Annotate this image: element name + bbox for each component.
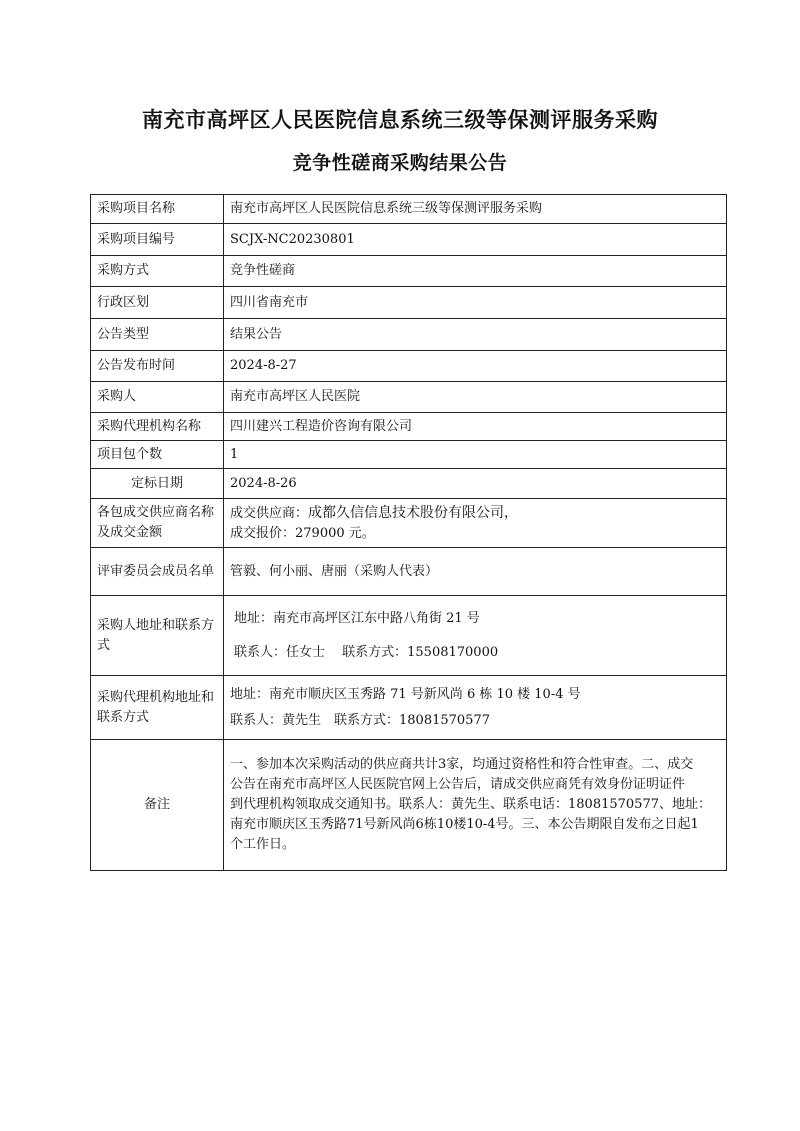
table-row bbox=[91, 224, 727, 256]
row-label: 项目包个数 bbox=[91, 441, 224, 469]
row-label: 公告类型 bbox=[91, 319, 224, 351]
award-row bbox=[91, 499, 727, 548]
purchaser-contact-label: 采购人地址和联系方式 bbox=[91, 596, 224, 676]
purchaser-contact-row bbox=[91, 596, 727, 676]
row-label: 行政区划 bbox=[91, 287, 224, 319]
award-label: 各包成交供应商名称及成交金额 bbox=[91, 499, 224, 548]
row-value: 结果公告 bbox=[224, 319, 727, 351]
award-value bbox=[224, 499, 727, 548]
award-price: 成交报价：279000 元。 bbox=[230, 525, 375, 541]
agency-contact: 联系人：黄先生 联系方式：18081570577 bbox=[230, 712, 490, 728]
row-value: 四川省南充市 bbox=[224, 287, 727, 319]
row-value: 2024-8-26 bbox=[224, 469, 727, 499]
agency-contact-row bbox=[91, 676, 727, 740]
committee-value: 管毅、何小丽、唐丽（采购人代表） bbox=[224, 548, 727, 596]
row-label: 定标日期 bbox=[91, 469, 224, 499]
table-row bbox=[91, 469, 727, 499]
row-value: 1 bbox=[224, 441, 727, 469]
table-row bbox=[91, 319, 727, 351]
table-row bbox=[91, 287, 727, 319]
row-label: 公告发布时间 bbox=[91, 351, 224, 382]
award-supplier-name: 成都久信信息技术股份有限公司， bbox=[308, 504, 519, 521]
row-value: 竞争性磋商 bbox=[224, 256, 727, 287]
notes-line: 一、参加本次采购活动的供应商共计3家，均通过资格性和符合性审查。二、成交 bbox=[230, 757, 694, 772]
row-value: 2024-8-27 bbox=[224, 351, 727, 382]
table-row bbox=[91, 413, 727, 441]
table-row bbox=[91, 351, 727, 382]
row-label: 采购方式 bbox=[91, 256, 224, 287]
notes-line: 到代理机构领取成交通知书。联系人：黄先生、联系电话：18081570577、地址： bbox=[230, 797, 711, 812]
agency-address: 地址：南充市顺庆区玉秀路 71 号新风尚 6 栋 10 楼 10-4 号 bbox=[230, 686, 581, 702]
result-table bbox=[90, 194, 727, 871]
purchaser-address: 地址：南充市高坪区江东中路八角街 21 号 bbox=[234, 610, 480, 626]
notes-line: 个工作日。 bbox=[230, 837, 296, 852]
row-value: 南充市高坪区人民医院信息系统三级等保测评服务采购 bbox=[224, 195, 727, 224]
notes-line: 南充市顺庆区玉秀路71号新风尚6栋10楼10-4号。三、本公告期限自发布之日起1 bbox=[230, 817, 699, 832]
award-supplier-prefix: 成交供应商： bbox=[230, 505, 309, 521]
purchaser-contact-value bbox=[224, 596, 727, 676]
row-label: 采购项目名称 bbox=[91, 195, 224, 224]
row-value: 南充市高坪区人民医院 bbox=[224, 382, 727, 413]
row-label: 采购项目编号 bbox=[91, 224, 224, 256]
committee-row bbox=[91, 548, 727, 596]
page-title: 南充市高坪区人民医院信息系统三级等保测评服务采购 bbox=[142, 107, 658, 132]
notes-value bbox=[224, 740, 727, 871]
table-row bbox=[91, 441, 727, 469]
agency-contact-label: 采购代理机构地址和联系方式 bbox=[91, 676, 224, 740]
row-label: 采购人 bbox=[91, 382, 224, 413]
notes-label: 备注 bbox=[91, 740, 224, 871]
row-value: SCJX-NC20230801 bbox=[224, 224, 727, 256]
page-subtitle: 竞争性磋商采购结果公告 bbox=[292, 152, 508, 174]
notes-line: 公告在南充市高坪区人民医院官网上公告后，请成交供应商凭有效身份证明证件 bbox=[230, 777, 686, 792]
award-supplier-line bbox=[230, 503, 720, 524]
agency-contact-value bbox=[224, 676, 727, 740]
table-row bbox=[91, 256, 727, 287]
row-value: 四川建兴工程造价咨询有限公司 bbox=[224, 413, 727, 441]
notes-row bbox=[91, 740, 727, 871]
table-row bbox=[91, 382, 727, 413]
table-row bbox=[91, 195, 727, 224]
committee-label: 评审委员会成员名单 bbox=[91, 548, 224, 596]
row-label: 采购代理机构名称 bbox=[91, 413, 224, 441]
purchaser-contact: 联系人：任女士 联系方式：15508170000 bbox=[234, 644, 499, 660]
